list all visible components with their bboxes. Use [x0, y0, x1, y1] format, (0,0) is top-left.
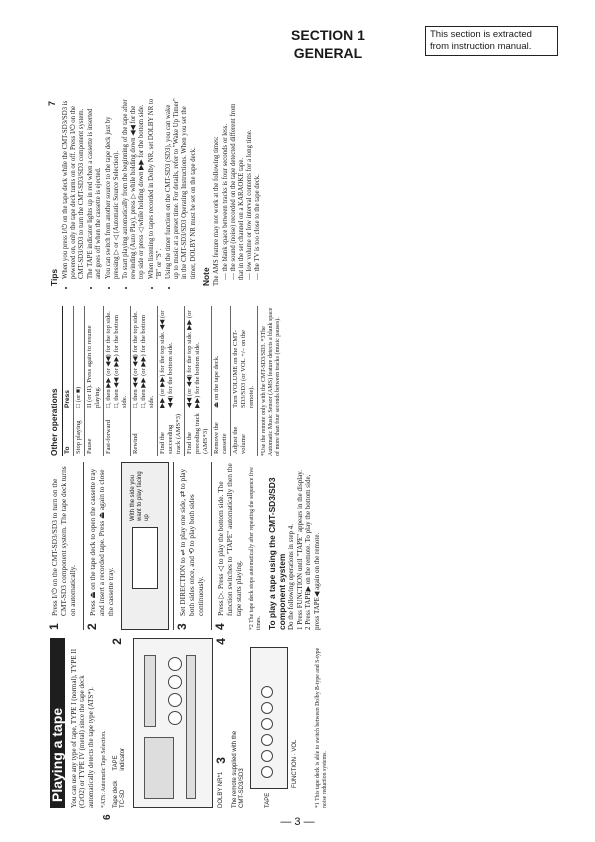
sub-step-2: 2 Press TAPE▶ on the remote. To play the bottom side, press TAPE◀ again on the remote.	[304, 474, 321, 630]
table-row: Remove the cassette ⏏ on the tape deck.	[211, 306, 230, 456]
label-tape-indicator: TAPE indicator	[113, 747, 127, 771]
table-row: Fast-forward □, then ▶▶ (or ◀◀) for the top side. □, then ◀◀ (or ▶▶) for the bottom side.	[103, 306, 130, 456]
ats-note: *ATS: Automatic Tape Selection.	[101, 730, 108, 808]
list-item: • When listening to tapes recorded in Dolby NR, set DOLBY NR to "B" or "S".	[148, 98, 164, 279]
cassette-insert-illustration	[121, 462, 169, 630]
section-number: SECTION 1	[291, 27, 365, 43]
device-labels	[110, 638, 127, 808]
operations-table	[62, 306, 258, 456]
playing-tape-title: Playing a tape	[50, 638, 65, 808]
label-tape-button: TAPE	[265, 792, 272, 808]
list-item: • Using the timer function on the CMT-SD3 (SD3), you can wake up to music at a preset time. For details, refer to "Wake Up Timer" in the CMT-SD3/SD3 Operating Instructions. When you set the timer, DOLBY NR must be set on the tape deck.	[165, 98, 198, 279]
rotated-manual-spread	[47, 96, 555, 820]
table-row: Find the preceding track (AMS*3) ◀◀ (or ◀◀) for the top side. ▶▶ (or ▶▶) for the bottom side.	[184, 306, 211, 456]
list-item: • The TAPE indicator lights up in red when a cassette is inserted and goes off when the cassette is ejected.	[87, 98, 103, 279]
list-item: • You can switch from another source to the tape deck just by pressing ▷ or ◁ (Automatic Source Selection).	[105, 98, 121, 279]
step-4: 4 Press ▷. Press ◁ to play the bottom side. The function switches to "TAPE" automatically then the tape starts playing.	[213, 463, 243, 630]
note-intro: The AMS feature may not work at the following times:	[213, 136, 221, 286]
display-window	[144, 655, 156, 727]
extract-note-box: This section is extracted from instruction manual.	[425, 26, 558, 56]
list-item: • When you press I/⏻ on the tape deck while the CMT-SD3/SD3 is powered on, only the tape deck turns on or off. Press I/⏻ on the CMT-SD3/SD3 to turn the CMT-SD3/SD3 component system.	[62, 98, 87, 279]
remote-button-icon	[261, 702, 273, 714]
sub-step-1: 1 Press FUNCTION until "TAPE" appears in the display.	[295, 469, 304, 630]
illus-caption: With the side you want to play facing up	[130, 471, 150, 521]
label-dolby: DOLBY NR*1	[218, 771, 225, 808]
tips-list	[62, 98, 198, 286]
right-page-number: 7	[47, 100, 57, 106]
list-item: • To start playing automatically from the beginning of the tape after rewinding (Auto Play), press ▷ while holding down ◀◀ for the top side or press ◁ while holding down ▶▶ for the bottom side.	[122, 98, 147, 279]
button-icon	[168, 693, 182, 707]
page-number: — 3 —	[280, 816, 315, 828]
remote-labels: FUNCTION · VOL	[291, 739, 298, 788]
dolby-footnote: *1 This tape deck is able to switch between Dolby B-type and S-type noise reduction systems.	[314, 647, 328, 808]
playing-tape-column	[49, 638, 329, 820]
table-row: Adjust the volume Turn VOLUME on the CMT-SD3/SD3 (or VOL +/– on the remote).	[230, 306, 257, 456]
other-operations-column	[50, 306, 283, 456]
remote-illustration	[250, 647, 288, 789]
table-row: Rewind □, then ◀◀ (or ◀◀) for the top side. □, then ▶▶ (or ▶▶) for the bottom side.	[130, 306, 157, 456]
left-page-number: 6	[102, 814, 113, 820]
remote-button-icon	[261, 766, 273, 778]
cassette-icon	[132, 527, 158, 589]
note-list	[222, 98, 263, 286]
col-press: Press	[62, 306, 73, 410]
list-item: — the TV is too close to the tape deck.	[254, 174, 262, 280]
tips-column	[47, 98, 263, 286]
remote-button-icon	[261, 734, 273, 746]
remote-button-icon	[261, 750, 273, 762]
button-icon	[168, 657, 182, 671]
remote-button-icon	[261, 686, 273, 698]
other-operations-title: Other operations	[49, 388, 59, 456]
operations-notes: *Use the remote only with the CMT-SD3/SD3. *3The Automatic Music Sensor (AMS) feature detects a blank space of more than four seconds between tracks (music pauses).	[260, 307, 282, 456]
table-row: Pause II (or II). Press again to resume playing.	[84, 306, 103, 456]
step-footnote: *2 The tape deck stops automatically after repeating the sequence five times.	[249, 467, 262, 630]
cassette-tray	[144, 737, 174, 799]
button-icon	[168, 711, 182, 725]
button-icon	[168, 675, 182, 689]
table-row: Find the succeeding track (AMS*3) ▶▶ (or ▶▶) for the top side. ◀◀ (or ◀◀) for the bottom side.	[157, 306, 184, 456]
control-strip	[186, 655, 196, 799]
section-header	[258, 26, 398, 62]
remote-caption: The remote supplied with the CMT-SD3/SD3	[231, 730, 245, 808]
list-item: — the blank space between tracks is four seconds or less.	[221, 123, 229, 280]
label-vol: VOL	[291, 739, 298, 752]
remote-row	[246, 638, 292, 808]
steps-column	[47, 462, 321, 630]
label-tape-deck: Tape deck TC-SD	[113, 780, 127, 808]
tape-deck-illustration	[133, 638, 213, 808]
note-title: Note	[200, 267, 211, 286]
callout-2: 2	[110, 638, 125, 645]
list-item: — the sound (noise) recorded on the tape detected different from that in the set channel on a KARAOKE tape.	[229, 103, 246, 280]
col-to: To	[62, 410, 73, 456]
list-item: — low volume or low interval contents for a long time.	[246, 129, 254, 280]
remote-button-icon	[261, 718, 273, 730]
sub-title: To play a tape using the CMT-SD3/SD3 component system	[267, 477, 287, 630]
callout-3: 3	[214, 757, 229, 764]
label-function: FUNCTION	[291, 757, 298, 788]
table-row: Stop playing □ (or ■)	[73, 306, 84, 456]
step-1: 1 Press I/⏻ on the CMT-SD3/SD3 to turn on the CMT-SD3 component system. The tape deck turns on automatically.	[47, 466, 77, 630]
step-2: 2 Press ⏏ on the tape deck to open the cassette tray and insert a recorded tape. Press ⏏ again to close the cassette tray.	[85, 468, 115, 630]
intro-text: You can use any type of tape, TYPE I (normal), TYPE II (CrO2) or TYPE IV (metal) since the tape deck automatically detects the tape type (ATS*).	[69, 648, 95, 808]
callout-4: 4	[214, 638, 229, 645]
sub-intro: Do the following operations in step 4.	[287, 524, 295, 630]
step-3: 3 Set DIRECTION to ⇌ to play one side, ⇄ to play both sides once, and ⟲ to play both sides continuously.	[175, 468, 205, 630]
section-subtitle: GENERAL	[293, 45, 363, 61]
tips-title: Tips	[49, 268, 59, 286]
device-bottom-labels	[214, 638, 229, 808]
